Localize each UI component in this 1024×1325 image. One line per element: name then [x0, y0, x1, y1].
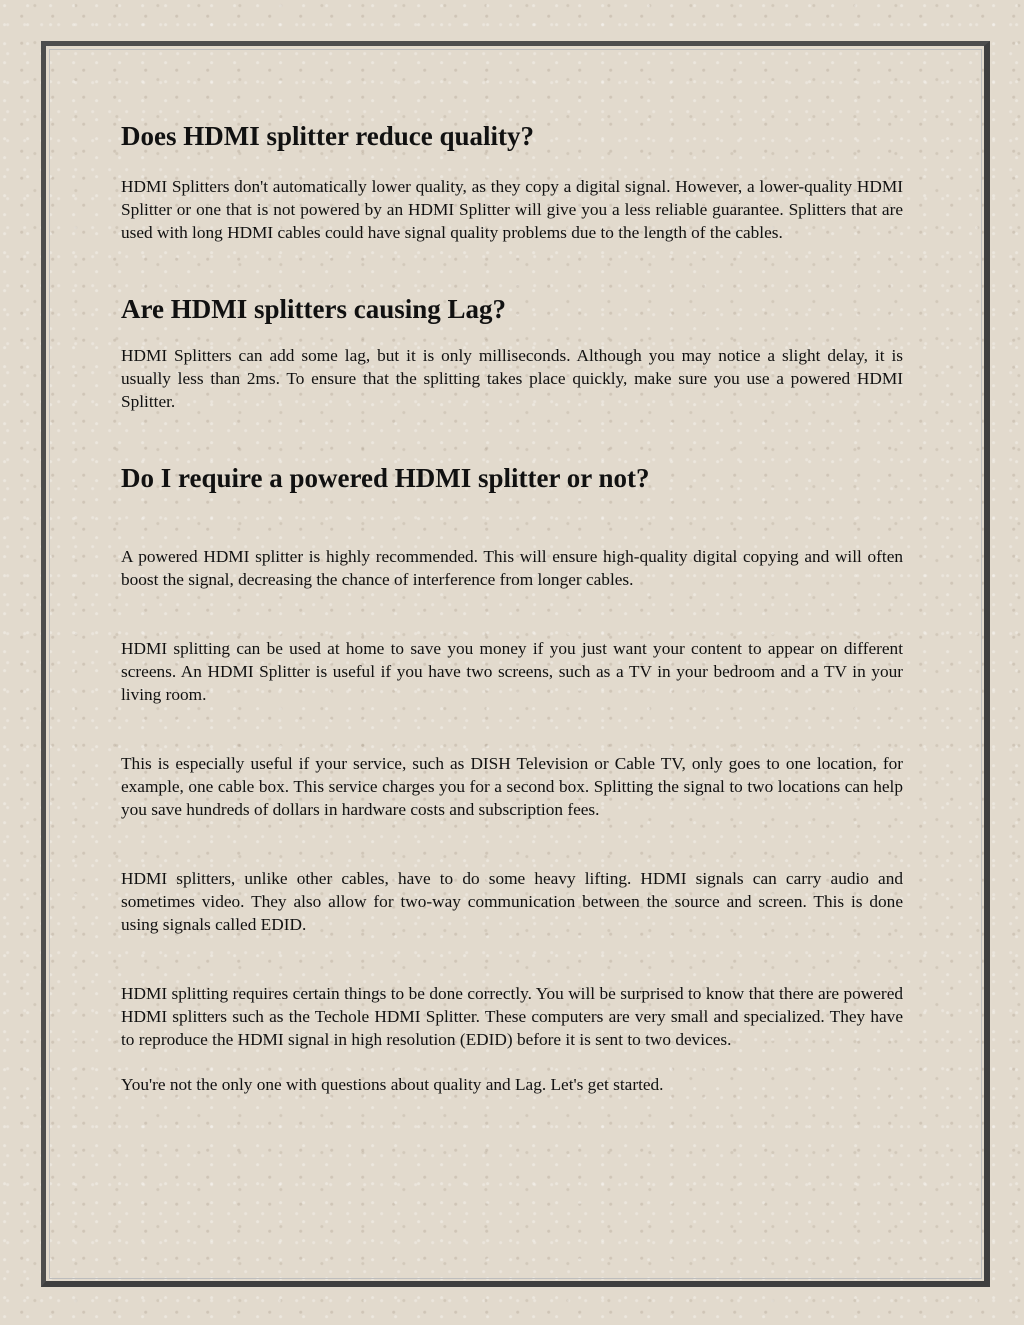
paragraph-splitter-lag: HDMI Splitters can add some lag, but it is only milliseconds. Although you may notice a slight delay, it is usually less than 2ms. To ensure that the splitting takes place quickly, make sure you use a powered HDMI Splitter. — [121, 346, 903, 411]
paragraph-splitter-quality: HDMI Splitters don't automatically lower quality, as they copy a digital signal. However, a lower-quality HDMI Splitter or one that is not powered by an HDMI Splitter will give you a less reliable guarantee. Splitters that are used with long HDMI cables could have signal quality problems due to the length of the cables. — [121, 177, 903, 242]
paragraph-powered-recommended: A powered HDMI splitter is highly recommended. This will ensure high-quality digital copying and will often boost the signal, decreasing the chance of interference from longer cables. — [121, 547, 903, 589]
paragraph-heavy-lifting: HDMI splitters, unlike other cables, have to do some heavy lifting. HDMI signals can carry audio and sometimes video. They also allow for two-way communication between the source and screen. This is done using signals called EDID. — [121, 869, 903, 934]
paragraph-home-use: HDMI splitting can be used at home to save you money if you just want your content to appear on different screens. An HDMI Splitter is useful if you have two screens, such as a TV in your bedroom and a TV in your living room. — [121, 639, 903, 704]
document-body — [121, 118, 903, 1096]
paragraph-edid-requirements: HDMI splitting requires certain things to be done correctly. You will be surprised to know that there are powered HDMI splitters such as the Techole HDMI Splitter. These computers are very small and specialized. They have to reproduce the HDMI signal in high resolution (EDID) before it is sent to two devices. — [121, 984, 903, 1049]
heading-splitter-lag: Are HDMI splitters causing Lag? — [121, 294, 506, 324]
heading-splitter-quality: Does HDMI splitter reduce quality? — [121, 121, 534, 151]
heading-powered-splitter: Do I require a powered HDMI splitter or not? — [121, 463, 650, 493]
paragraph-service-savings: This is especially useful if your service, such as DISH Television or Cable TV, only goes to one location, for example, one cable box. This service charges you for a second box. Splitting the signal to two locations can help you save hundreds of dollars in hardware costs and subscription fees. — [121, 754, 903, 819]
paragraph-closing: You're not the only one with questions about quality and Lag. Let's get started. — [121, 1075, 664, 1094]
